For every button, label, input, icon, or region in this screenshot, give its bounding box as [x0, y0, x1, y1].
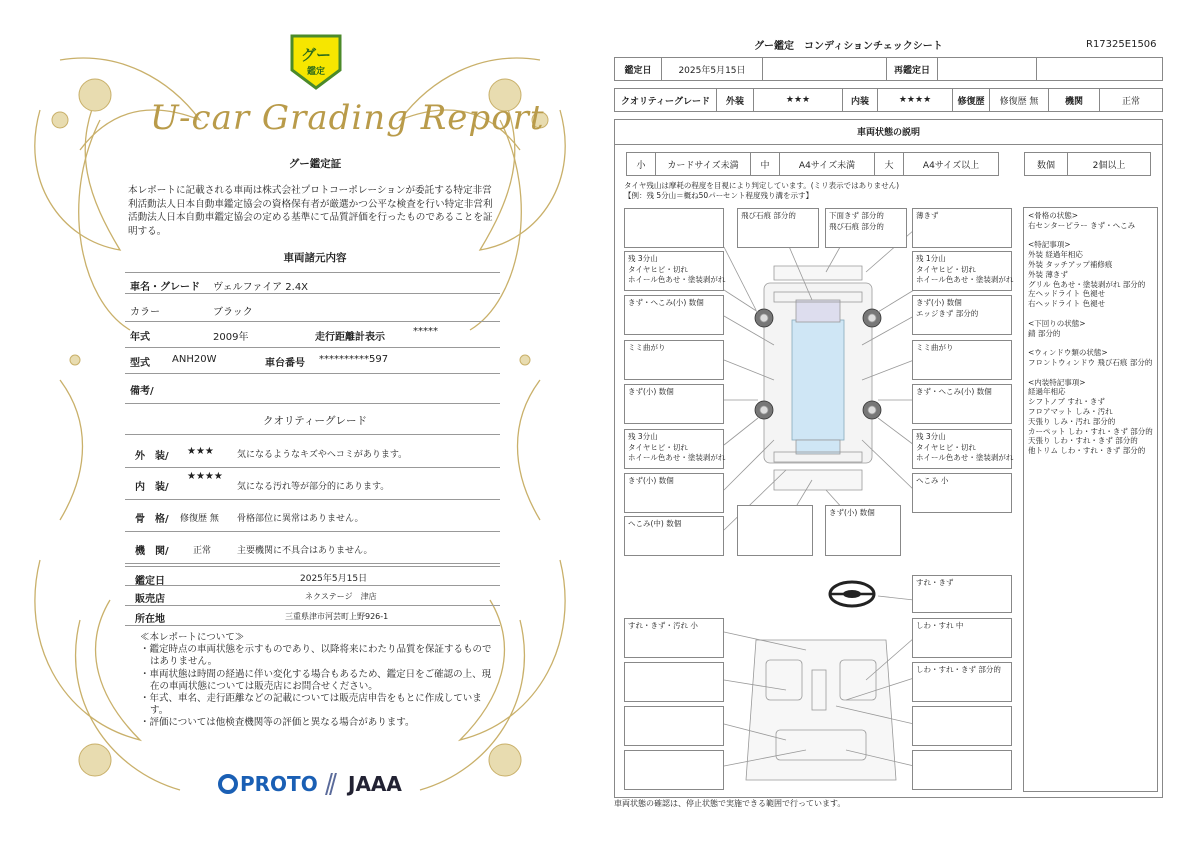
legend-line: フロアマット しみ・汚れ — [1028, 406, 1113, 416]
interior-note: 気になる汚れ等が部分的にあります。 — [237, 482, 390, 492]
damage-box-b15: きず(小) 数個 — [624, 473, 724, 513]
legend-line: 左ヘッドライト 色褪せ — [1028, 289, 1106, 299]
date-value: 2025年5月15日 — [661, 57, 763, 81]
frame-label: 骨 格/ — [135, 514, 169, 525]
legend-line: 右ヘッドライト 色褪せ — [1028, 299, 1106, 309]
damage-box-b1 — [624, 208, 724, 248]
notes-title: ≪本レポートについて≫ — [140, 632, 245, 643]
legend-line: 天張り しみ・汚れ 部分的 — [1028, 416, 1116, 426]
interior-label: 内 装/ — [135, 482, 169, 493]
goo-kantei-badge-icon — [288, 30, 344, 92]
grade-row-frame — [125, 500, 500, 532]
damage-box-b23: しわ・すれ・きず 部分的 — [912, 662, 1012, 702]
jaaa-logo — [328, 772, 402, 796]
count-label: 数個 — [1024, 152, 1068, 176]
damage-box-b10: ミミ曲がり — [912, 340, 1012, 380]
int-label: 内装 — [842, 88, 878, 112]
location-label: 所在地 — [135, 614, 165, 625]
jaaa-icon — [325, 773, 347, 795]
model-label: 型式 — [130, 358, 150, 369]
quality-title: クオリティーグレード — [263, 415, 367, 427]
cert-title: グー鑑定証 — [288, 158, 342, 170]
ext-value: ★★★ — [753, 88, 843, 112]
exterior-stars: ★★★ — [187, 446, 214, 457]
exterior-note: 気になるようなキズやヘコミがあります。 — [237, 450, 408, 460]
legend-line: 錆 部分的 — [1028, 328, 1061, 338]
damage-box-b9: ミミ曲がり — [624, 340, 724, 380]
remarks-label: 備考/ — [130, 386, 154, 397]
legend-text — [1028, 211, 1160, 456]
date-label: 鑑定日 — [135, 576, 165, 587]
year-label: 年式 — [130, 332, 150, 343]
damage-box-b4: 薄きず — [912, 208, 1012, 248]
mileage-label: 走行距離計表示 — [315, 332, 385, 343]
engine-note: 主要機関に不具合はありません。 — [237, 546, 373, 556]
legend-line: 経過年相応 — [1028, 387, 1066, 397]
damage-box-b14: 残 3分山 タイヤヒビ・切れ ホイール色あせ・塗装剥がれ — [912, 429, 1012, 469]
size-medium-desc: A4サイズ未満 — [779, 152, 875, 176]
legend-line: <骨格の状態> — [1028, 211, 1079, 220]
location-value: 三重県津市河芸町上野926-1 — [285, 612, 389, 621]
frame-value: 修復歴 無 — [180, 514, 219, 524]
engine-label: 機関 — [1048, 88, 1100, 112]
legend-line: 外装 経過年相応 — [1028, 250, 1083, 260]
grade-row-engine — [125, 532, 500, 564]
tire-note-2: 【例：残 5分山＝概ね50パーセント程度残り溝を示す】 — [624, 191, 814, 200]
color-label: カラー — [130, 307, 160, 318]
frame-note: 骨格部位に異常はありません。 — [237, 514, 364, 524]
damage-box-blank — [912, 706, 1012, 746]
legend-line: 天張り しわ・すれ・きず 部分的 — [1028, 436, 1138, 446]
sheet-title: グー鑑定 コンディションチェックシート — [754, 41, 943, 52]
engine-value: 正常 — [1099, 88, 1163, 112]
count-value: 2個以上 — [1067, 152, 1151, 176]
legend-line: フロントウィンドウ 飛び石痕 部分的 — [1028, 357, 1153, 367]
size-medium: 中 — [750, 152, 780, 176]
spec-row-color — [125, 294, 500, 322]
legend-line — [1028, 309, 1160, 319]
damage-box-b11: きず(小) 数個 — [624, 384, 724, 424]
engine-value: 正常 — [193, 546, 212, 556]
damage-box-blank — [912, 750, 1012, 790]
note-item: ・年式、車名、走行距離などの記載については販売店申告をもとに作成しています。 — [140, 693, 482, 717]
damage-box-b18 — [737, 505, 813, 556]
name-value: ヴェルファイア 2.4X — [213, 282, 309, 293]
sheet-footer: 車両状態の確認は、停止状態で実施できる範囲で行っています。 — [614, 799, 846, 808]
proto-logo-text: PROTO — [240, 772, 318, 796]
repair-label: 修復歴 — [952, 88, 990, 112]
ext-label: 外装 — [716, 88, 754, 112]
info-row-location — [125, 606, 500, 626]
damage-box-b5: 残 3分山 タイヤヒビ・切れ ホイール色あせ・塗装剥がれ — [624, 251, 724, 291]
note-item: ・評価については他検査機関等の評価と異なる場合があります。 — [140, 717, 415, 729]
legend-line: 外装 薄きず — [1028, 269, 1068, 279]
legend-line — [1028, 231, 1160, 241]
damage-box-b21: すれ・きず・汚れ 小 — [624, 618, 724, 658]
report-script-title: U-car Grading Report — [150, 98, 545, 138]
grade-row-exterior — [125, 434, 500, 468]
quality-label: クオリティーグレード — [614, 88, 717, 112]
note-item: ・鑑定時点の車両状態を示すものであり、以降将来にわたり品質を保証するものではありません。 — [140, 644, 492, 668]
damage-box-b7: きず・へこみ(小) 数個 — [624, 295, 724, 335]
size-large-desc: A4サイズ以上 — [903, 152, 999, 176]
note-item: ・車両状態は時間の経過に伴い変化する場合もあるため、鑑定日をご確認の上、現在の車両状態については販売店にお問合せください。 — [140, 668, 492, 692]
redate-label: 再鑑定日 — [886, 57, 938, 81]
svg-text:グー: グー — [300, 46, 332, 64]
size-small: 小 — [626, 152, 656, 176]
color-value: ブラック — [213, 307, 253, 318]
damage-box-b6: 残 1分山 タイヤヒビ・切れ ホイール色あせ・塗装剥がれ — [912, 251, 1012, 291]
date-value: 2025年5月15日 — [300, 574, 368, 584]
cert-body: 本レポートに記載される車両は株式会社プロトコーポレーションが委託する特定非営利活動法人日本自動車鑑定協会の資格保有者が厳選かつ公平な検査を行い特定非営利活動法人日本自動車鑑定協会の定める基準にて品質評価を行ったものであることを証明する。 — [128, 185, 493, 237]
mileage-value: ***** — [413, 326, 438, 337]
name-label: 車名・グレード — [130, 282, 200, 293]
chassis-value: **********597 — [319, 354, 389, 365]
svg-text:鑑定: 鑑定 — [306, 67, 326, 77]
state-title: 車両状態の説明 — [614, 119, 1163, 145]
int-value: ★★★★ — [877, 88, 953, 112]
damage-box-blank — [624, 750, 724, 790]
exterior-label: 外 装/ — [135, 451, 169, 462]
damage-box-b13: 残 3分山 タイヤヒビ・切れ ホイール色あせ・塗装剥がれ — [624, 429, 724, 469]
chassis-label: 車台番号 — [265, 358, 305, 369]
proto-icon — [218, 774, 238, 794]
size-small-desc: カードサイズ未満 — [655, 152, 751, 176]
year-value: 2009年 — [213, 332, 249, 343]
damage-box-b3: 下面きず 部分的 飛び石痕 部分的 — [825, 208, 907, 248]
info-row-date — [125, 566, 500, 586]
spec-row-model — [125, 348, 500, 374]
legend-line: 外装 タッチアップ補修痕 — [1028, 259, 1113, 269]
grade-row-interior — [125, 468, 500, 500]
legend-line: シフトノブ すれ・きず — [1028, 397, 1105, 407]
damage-box-b22: しわ・すれ 中 — [912, 618, 1012, 658]
date-label: 鑑定日 — [614, 57, 662, 81]
damage-box-b8: きず(小) 数個 エッジきず 部分的 — [912, 295, 1012, 335]
spec-row-year — [125, 322, 500, 348]
report-notes — [140, 632, 500, 730]
damage-box-blank — [624, 706, 724, 746]
model-value: ANH20W — [172, 354, 217, 365]
damage-box-b12: きず・へこみ(小) 数個 — [912, 384, 1012, 424]
legend-line — [1028, 368, 1160, 378]
damage-box-b19: きず(小) 数個 — [825, 505, 901, 556]
repair-value: 修復歴 無 — [989, 88, 1049, 112]
proto-logo — [218, 772, 318, 796]
legend-line: 他トリム しわ・すれ・きず 部分的 — [1028, 446, 1146, 456]
legend-line — [1028, 338, 1160, 348]
legend-line: グリル 色あせ・塗装剥がれ 部分的 — [1028, 279, 1146, 289]
size-large: 大 — [874, 152, 904, 176]
damage-box-b20: すれ・きず — [912, 575, 1012, 613]
sheet-id: R17325E1506 — [1086, 39, 1157, 50]
condition-check-sheet — [606, 0, 1200, 848]
damage-box-b17: へこみ(中) 数個 — [624, 516, 724, 556]
spec-title: 車両諸元内容 — [283, 252, 347, 264]
legend-line: <内装特記事項> — [1028, 377, 1086, 387]
legend-line: <ウィンドウ類の状態> — [1028, 348, 1108, 358]
spec-row-name — [125, 272, 500, 294]
dealer-label: 販売店 — [135, 594, 165, 605]
tire-note-1: タイヤ残山は摩耗の程度を目視により判定しています。(ミリ表示ではありません) — [624, 181, 900, 190]
dealer-value: ネクステージ 津店 — [305, 592, 377, 601]
damage-box-blank — [624, 662, 724, 702]
jaaa-logo-text: JAAA — [348, 772, 402, 796]
info-row-dealer — [125, 586, 500, 606]
damage-box-b16: へこみ 小 — [912, 473, 1012, 513]
legend-line: <特記事項> — [1028, 240, 1071, 250]
engine-label: 機 関/ — [135, 546, 169, 557]
legend-line: カーペット しわ・すれ・きず 部分的 — [1028, 426, 1153, 436]
damage-box-b2: 飛び石痕 部分的 — [737, 208, 819, 248]
steering-wheel-icon — [830, 582, 874, 606]
legend-line: <下回りの状態> — [1028, 318, 1086, 328]
spec-row-remarks — [125, 374, 500, 404]
legend-line: 右センターピラー きず・へこみ — [1028, 220, 1136, 230]
interior-stars: ★★★★ — [187, 471, 223, 482]
